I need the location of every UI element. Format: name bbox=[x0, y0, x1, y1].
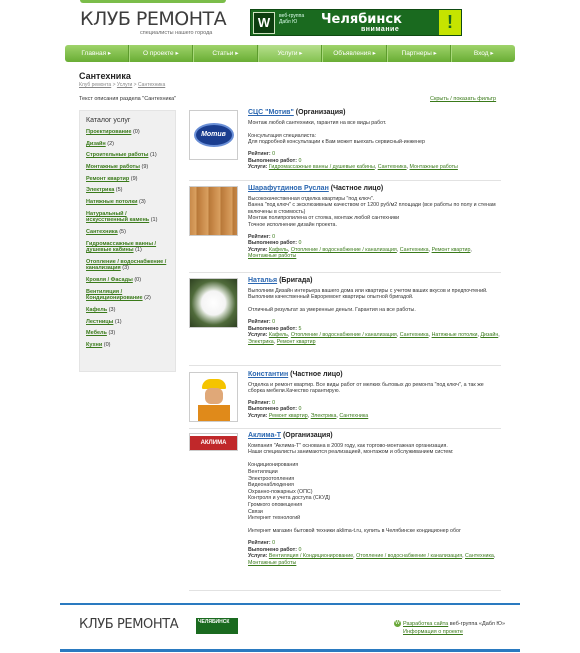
breadcrumb-services[interactable]: Услуги bbox=[116, 82, 133, 88]
jobs-row bbox=[248, 406, 500, 413]
provider-thumbnail[interactable] bbox=[189, 278, 238, 328]
banner-attention: внимание bbox=[361, 26, 400, 33]
service-tag-link[interactable]: Вентиляция / Кондиционирование bbox=[268, 553, 354, 560]
services-row: Услуги: Кафель, Отопление / водоснабжение / канализация, Сантехника, Ремонт квартир, Монтажные работы bbox=[248, 246, 472, 260]
service-tag-link[interactable]: Кафель bbox=[268, 332, 288, 339]
provider-type: (Организация) bbox=[295, 109, 346, 116]
services-label: Услуги: bbox=[248, 246, 268, 253]
listing-divider bbox=[189, 365, 501, 366]
listing-divider bbox=[189, 428, 501, 429]
service-tag-link[interactable]: Ремонт квартир bbox=[268, 412, 308, 419]
provider-info bbox=[248, 278, 500, 345]
jobs-value: 0 bbox=[298, 240, 302, 247]
catalog-item bbox=[86, 319, 169, 326]
footer-logo[interactable]: КЛУБ РЕМОНТА bbox=[79, 617, 179, 632]
catalog-item-count: (3) bbox=[122, 265, 130, 272]
service-tag-link[interactable]: Сантехника bbox=[465, 553, 494, 560]
services-label: Услуги: bbox=[248, 332, 268, 339]
rating-row bbox=[248, 540, 500, 547]
rating-label: Рейтинг: bbox=[248, 539, 271, 546]
catalog-item-count: (3) bbox=[108, 330, 116, 337]
catalog-item-count: (0) bbox=[134, 277, 142, 284]
service-tag-link[interactable]: Сантехника bbox=[339, 412, 369, 419]
provider-heading bbox=[248, 110, 500, 117]
nav-login[interactable]: Вход ▸ bbox=[451, 45, 515, 62]
provider-description: Высококачественная отделка квартиры "под ключ". Ванна "под ключ" с эксклюзивным качеством от 1200 руб/м2 площади (все работы по полу и стенам включены в стоимость) Монтаж полипропилена от стояка, монтаж любой сантехники Точное исполнение дизайн проекта. bbox=[248, 195, 496, 228]
services-row: Услуги: Ремонт квартир, Электрика, Сантехника bbox=[248, 412, 369, 419]
service-tag-link[interactable]: Монтажные работы bbox=[248, 253, 297, 260]
catalog-item-count: (2) bbox=[107, 140, 114, 147]
footer-credits bbox=[394, 620, 505, 636]
catalog-item bbox=[86, 176, 169, 183]
provider-thumbnail[interactable] bbox=[189, 110, 238, 160]
jobs-value: 0 bbox=[298, 406, 302, 413]
catalog-item bbox=[86, 307, 169, 314]
provider-info bbox=[248, 372, 500, 420]
catalog-item-count: (9) bbox=[130, 175, 138, 182]
catalog-item-link[interactable]: Вентиляция / Кондиционирование bbox=[86, 288, 143, 302]
provider-name-link[interactable]: Константин bbox=[248, 371, 289, 378]
chelyabinsk-banner[interactable] bbox=[250, 9, 462, 36]
catalog-item bbox=[86, 211, 169, 224]
service-tag-link[interactable]: Электрика bbox=[248, 338, 274, 345]
footer-chelyabinsk-banner[interactable]: ЧЕЛЯБИНСК bbox=[196, 618, 238, 634]
rating-value: 0 bbox=[272, 318, 276, 325]
nav-services[interactable]: Услуги ▸ bbox=[258, 45, 323, 62]
catalog-item-link[interactable]: Мебель bbox=[86, 330, 107, 337]
catalog-item-count: (0) bbox=[103, 342, 111, 348]
section-description: Текст описания раздела "Сантехника" bbox=[79, 96, 177, 102]
service-tag-link[interactable]: Гидромассажные ванны / душевые кабины bbox=[268, 164, 375, 171]
catalog-item-link[interactable]: Проектирование bbox=[86, 129, 132, 135]
jobs-label: Выполнено работ: bbox=[248, 157, 297, 164]
catalog-item bbox=[86, 229, 169, 236]
service-tag-link[interactable]: Дизайн bbox=[480, 332, 499, 339]
top-accent-bar bbox=[80, 0, 226, 3]
jobs-label: Выполнено работ: bbox=[248, 406, 297, 413]
w-logo-icon: W bbox=[253, 12, 275, 34]
service-tag-link[interactable]: Натяжные потолки bbox=[431, 332, 478, 339]
provider-description: Монтаж любой сантехники, гарантия на все виды работ. Консультация специалиста: Для подробной консультации к Вам может выехать сервисный-инженер bbox=[248, 119, 425, 146]
footer-bottom-bar bbox=[60, 649, 520, 652]
nav-ads[interactable]: Объявления ▸ bbox=[322, 45, 387, 62]
catalog-item-link[interactable]: Строительные работы bbox=[86, 152, 149, 159]
service-tag-link[interactable]: Сантехника bbox=[399, 332, 429, 339]
jobs-label: Выполнено работ: bbox=[248, 325, 297, 332]
provider-type: (Организация) bbox=[282, 432, 333, 439]
aklima-logo-icon: АКЛИМА bbox=[190, 436, 237, 450]
catalog-item-link[interactable]: Кафель bbox=[86, 306, 108, 313]
rating-value: 0 bbox=[272, 233, 276, 240]
catalog-item-link[interactable]: Гидромассажные ванны / душевые кабины bbox=[86, 240, 157, 254]
provider-type: (Частное лицо) bbox=[330, 185, 384, 192]
service-tag-link[interactable]: Ремонт квартир bbox=[276, 338, 316, 345]
service-tag-link[interactable]: Монтажные работы bbox=[409, 164, 458, 171]
provider-type: (Частное лицо) bbox=[290, 371, 343, 378]
service-tag-link[interactable]: Отопление / водоснабжение / канализация bbox=[356, 553, 463, 560]
catalog-item bbox=[86, 259, 169, 272]
catalog-item-count: (1) bbox=[149, 152, 157, 159]
breadcrumb: Клуб ремонта > Услуги > Сантехника bbox=[79, 82, 166, 88]
catalog-item-link[interactable]: Кровля / Фасады bbox=[86, 277, 133, 284]
catalog-item bbox=[86, 289, 169, 302]
breadcrumb-home[interactable]: Клуб ремонта bbox=[79, 82, 112, 88]
motiv-logo-icon: Мотив bbox=[190, 111, 237, 159]
catalog-item bbox=[86, 199, 169, 206]
rating-value: 0 bbox=[272, 539, 276, 546]
dev-text: веб-группа «Дабл Ю» bbox=[448, 621, 506, 627]
breadcrumb-current[interactable]: Сантехника bbox=[138, 82, 166, 88]
provider-description: Отделка и ремонт квартир. Все виды работ от мелких бытовых до ремонта "под ключ", а так же сборка мебели.Качество гарантирую. bbox=[248, 381, 484, 395]
about-project-link[interactable]: Информация о проекте bbox=[403, 629, 463, 635]
catalog-item-link[interactable]: Лестницы bbox=[86, 318, 114, 325]
catalog-item bbox=[86, 152, 169, 159]
jobs-label: Выполнено работ: bbox=[248, 546, 297, 553]
catalog-item-link[interactable]: Монтажные работы bbox=[86, 164, 140, 171]
service-tag-link[interactable]: Электрика bbox=[310, 412, 337, 419]
service-tag-link[interactable]: Сантехника bbox=[377, 164, 407, 171]
services-row: Услуги: Вентиляция / Кондиционирование, Отопление / водоснабжение / канализация, Сантехника, Монтажные работы bbox=[248, 553, 496, 566]
catalog-item-count: (3) bbox=[108, 306, 116, 313]
catalog-item-link[interactable]: Натуральный / искусственный камень bbox=[86, 210, 150, 224]
catalog-item-link[interactable]: Дизайн bbox=[86, 140, 106, 147]
catalog-item-count: (3) bbox=[139, 199, 146, 206]
catalog-item-count: (5) bbox=[115, 187, 123, 194]
banner-exclamation-icon: ! bbox=[439, 10, 461, 35]
catalog-title: Каталог услуг bbox=[86, 117, 131, 124]
services-row: Услуги: Кафель, Отопление / водоснабжение / канализация, Сантехника, Натяжные потолки, Дизайн, Электрика, Ремонт квартир bbox=[248, 332, 500, 345]
listing-divider bbox=[189, 272, 501, 273]
listing-divider bbox=[189, 590, 501, 591]
rating-label: Рейтинг: bbox=[248, 150, 271, 157]
jobs-row bbox=[248, 547, 500, 554]
provider-description: Выполним Дизайн интерьера вашего дома или квартиры с учетом ваших вкусов и предпочтений. Выполним качественный Евроремонт квартиры опытной бригадой. Отличный результат за умеренные деньги. Гарантия на все работы. bbox=[248, 287, 488, 314]
service-tag-link[interactable]: Отопление / водоснабжение / канализация bbox=[290, 332, 397, 339]
jobs-value: 5 bbox=[298, 325, 302, 332]
toggle-filter-link[interactable]: Скрыть / показать фильтр bbox=[430, 96, 497, 102]
catalog-item bbox=[86, 277, 169, 284]
catalog-item bbox=[86, 187, 169, 194]
provider-info bbox=[248, 186, 500, 260]
catalog-item-count: (5) bbox=[119, 229, 126, 235]
provider-heading bbox=[248, 278, 500, 285]
services-label: Услуги: bbox=[248, 164, 268, 171]
services-label: Услуги: bbox=[248, 553, 268, 560]
provider-name-link[interactable]: Аклима-Т bbox=[248, 432, 281, 439]
service-tag-link[interactable]: Ремонт квартир bbox=[431, 246, 471, 253]
catalog-item-link[interactable]: Натяжные потолки bbox=[86, 199, 138, 206]
main-nav bbox=[65, 45, 515, 62]
provider-name-link[interactable]: Наталья bbox=[248, 277, 278, 284]
provider-description: Компания "Аклима-Т" основана в 2009 году, как торгово-монтажная организация. Наши специалисты занимаются реализацией, монтажом и обслуживанием систем: Кондиционирования Вентиляции Электроотопления Видеонаблюдения Охранно-пожарных (ОПС) Контроля и учета доступа (СКУД) Громкого оповещения Связи Интернет технологий Интернет магазин бытовой техники aklima-t.ru, купить в Челябинске кондиционер обог bbox=[248, 442, 461, 535]
rating-value: 0 bbox=[272, 399, 276, 406]
rating-label: Рейтинг: bbox=[248, 318, 271, 325]
catalog-item-count: (1) bbox=[114, 318, 122, 325]
provider-heading bbox=[248, 433, 500, 440]
provider-heading bbox=[248, 186, 500, 193]
services-label: Услуги: bbox=[248, 412, 268, 419]
jobs-row bbox=[248, 240, 500, 247]
catalog-item bbox=[86, 141, 169, 148]
jobs-value: 0 bbox=[298, 546, 302, 553]
nav-partners[interactable]: Партнеры ▸ bbox=[387, 45, 452, 62]
service-tag-link[interactable]: Сантехника bbox=[399, 246, 429, 253]
catalog-item-count: (9) bbox=[141, 164, 149, 171]
provider-info bbox=[248, 110, 500, 171]
provider-heading bbox=[248, 372, 500, 379]
jobs-value: 0 bbox=[298, 157, 302, 164]
site-logo[interactable]: КЛУБ РЕМОНТА bbox=[80, 8, 227, 30]
nav-home[interactable]: Главная ▸ bbox=[65, 45, 129, 62]
flower-image bbox=[190, 279, 237, 327]
jobs-row bbox=[248, 158, 500, 165]
service-tag-link[interactable]: Кафель bbox=[268, 246, 288, 253]
provider-thumbnail[interactable] bbox=[189, 186, 238, 236]
dev-link[interactable]: Разработка сайта bbox=[403, 621, 449, 627]
provider-thumbnail[interactable] bbox=[189, 433, 238, 451]
jobs-label: Выполнено работ: bbox=[248, 240, 297, 247]
catalog-item bbox=[86, 342, 169, 349]
service-tag-link[interactable]: Монтажные работы bbox=[248, 559, 297, 566]
footer-divider bbox=[60, 603, 520, 605]
catalog-item-link[interactable]: Сантехника bbox=[86, 229, 118, 235]
service-catalog bbox=[79, 110, 176, 372]
rating-row bbox=[248, 151, 500, 158]
rating-row bbox=[248, 319, 500, 326]
rating-label: Рейтинг: bbox=[248, 399, 271, 406]
nav-about[interactable]: О проекте ▸ bbox=[129, 45, 194, 62]
worker-image bbox=[190, 373, 237, 421]
catalog-item-count: (1) bbox=[135, 247, 142, 254]
page-title: Сантехника bbox=[79, 71, 131, 81]
provider-info bbox=[248, 433, 500, 566]
provider-type: (Бригада) bbox=[279, 277, 313, 284]
w-icon: W bbox=[395, 620, 400, 627]
catalog-item-count: (1) bbox=[150, 217, 158, 224]
catalog-item-count: (2) bbox=[144, 295, 151, 302]
catalog-item bbox=[86, 241, 169, 254]
provider-thumbnail[interactable] bbox=[189, 372, 238, 422]
rating-label: Рейтинг: bbox=[248, 233, 271, 240]
wood-floor-image bbox=[190, 187, 237, 235]
catalog-item-link[interactable]: Ремонт квартир bbox=[86, 175, 130, 182]
service-tag-link[interactable]: Отопление / водоснабжение / канализация bbox=[290, 246, 397, 253]
nav-articles[interactable]: Статьи ▸ bbox=[193, 45, 258, 62]
services-row: Услуги: Гидромассажные ванны / душевые кабины, Сантехника, Монтажные работы bbox=[248, 164, 458, 171]
catalog-item bbox=[86, 330, 169, 337]
rating-value: 0 bbox=[272, 150, 276, 157]
catalog-item-link[interactable]: Отопление / водоснабжение / канализация bbox=[86, 258, 167, 272]
catalog-item-link[interactable]: Электрика bbox=[86, 187, 115, 194]
banner-city: Челябинск bbox=[321, 12, 402, 27]
site-header bbox=[0, 0, 580, 46]
provider-name-link[interactable]: Шарафутдинов Руслан bbox=[248, 185, 329, 192]
listing-divider bbox=[189, 180, 501, 181]
catalog-item bbox=[86, 164, 169, 171]
catalog-item-link[interactable]: Кухни bbox=[86, 342, 103, 348]
catalog-item-count: (0) bbox=[132, 129, 140, 135]
banner-caption: веб-группа Дабл Ю bbox=[279, 13, 305, 25]
catalog-item bbox=[86, 129, 169, 136]
provider-name-link[interactable]: СЦС "Мотив" bbox=[248, 109, 294, 116]
site-tagline: специалисты нашего города bbox=[140, 30, 213, 36]
